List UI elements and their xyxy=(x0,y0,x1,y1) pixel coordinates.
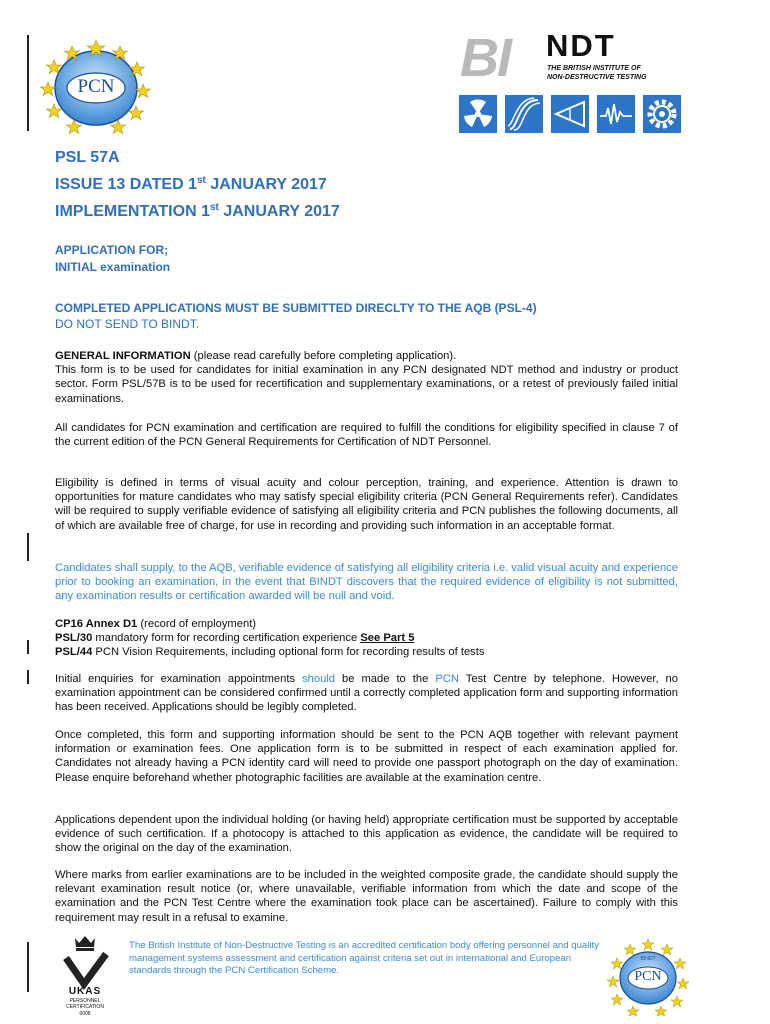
see-part-5-link[interactable]: See Part 5 xyxy=(360,632,415,645)
eligibility-definition-text: Eligibility is defined in terms of visual acuity and colour perception, training, and experience. Attention is drawn to opportunities for mature candidates who may satisfy special eligibility criteria (PCN General Requirements refer). Candidates will be required to supply verifiable evidence of satisfying all eligibility criteria and PCN publishes the following documents, all of which are available free of charge, for use in recording and providing such information in an acceptable format xyxy=(55,477,678,532)
pcn-logo-bottom xyxy=(605,936,691,1016)
pcn-bottom-text: PCN xyxy=(634,969,662,984)
submission-notice-line2: DO NOT SEND TO BINDT. xyxy=(55,317,200,331)
enquiries-pcn: PCN xyxy=(435,673,459,685)
document-item xyxy=(55,631,678,645)
document-item xyxy=(55,617,678,631)
ukas-text: UKAS xyxy=(68,986,102,997)
implementation-title xyxy=(55,202,340,222)
document-item xyxy=(55,645,678,659)
ukas-logo xyxy=(60,934,110,1018)
general-information-heading: GENERAL INFORMATION xyxy=(55,350,191,362)
application-type: INITIAL examination xyxy=(55,260,171,274)
aqb-evidence-paragraph: Candidates shall supply, to the AQB, verifiable evidence of satisfying all eligibility criteria i.e. valid visual acuity and experience prior to booking an examination, in the event that BINDT discovers that the required evidence of eligibility is not submitted, any examination results or certification awarded will be null and void. xyxy=(55,562,678,603)
ukas-sub1: PERSONNEL xyxy=(69,998,101,1004)
enquiries-text-a: Initial enquiries for examination appointments xyxy=(55,673,303,685)
footer-accreditation: The British Institute of Non-Destructive Testing is an accredited certification body offering personnel and quality management systems assessment and certification against criteria set out in international and European standards through the PCN Certification Scheme. xyxy=(129,940,599,976)
ultrasound-icon xyxy=(551,95,589,133)
waveform-icon xyxy=(597,95,635,133)
document-code-cp16: CP16 Annex D1 xyxy=(55,618,138,630)
eligibility-definition-end: . xyxy=(611,519,615,532)
bindt-logo xyxy=(458,30,683,136)
submission-paragraph: Once completed, this form and supporting information should be sent to the PCN AQB together with relevant payment information or examination fees. One application form is to be submitted in respect of each examination applied for. Candidates not already having a PCN identity card will need to provide one passport photograph on the day of examination. Please enquire beforehand whether photographic facilities are available at the examination centre. xyxy=(55,729,678,784)
certification-evidence-paragraph: Applications dependent upon the individual holding (or having held) appropriate certification must be supported by acceptable evidence of such certification. If a photocopy is attached to this application as evidence, the candidate will be required to show the original on the day of the examination. xyxy=(55,814,678,855)
general-information-body: This form is to be used for candidates for initial examination in any PCN designated NDT method and industry or product sector. Form PSL/57B is to be used for recertification and supplementary examinations, or a retest of previously failed initial examinations. xyxy=(55,364,678,405)
document-desc-cp16: (record of employment) xyxy=(137,618,257,630)
ukas-number: 0008 xyxy=(79,1011,91,1017)
implementation-title-sup: st xyxy=(209,202,219,213)
document-desc-psl30: mandatory form for recording certification experience xyxy=(92,632,361,645)
ukas-sub2: CERTIFICATION xyxy=(66,1004,104,1010)
issue-title-sup: st xyxy=(196,175,206,186)
submission-notice-line1: COMPLETED APPLICATIONS MUST BE SUBMITTED DIRECLTY TO THE AQB (PSL-4) xyxy=(55,301,537,315)
earlier-marks-paragraph: Where marks from earlier examinations are to be included in the weighted composite grade, the candidate should supply the relevant examination result notice (or, where unavailable, verifiable information from which the date and scope of the examination and the PCN Test Centre where the examination took place can be ascertained). Failure to comply with this requirement may result in a refusal to examine. xyxy=(55,869,678,924)
document-code xyxy=(55,148,120,168)
application-for-line1: APPLICATION FOR; xyxy=(55,243,169,257)
gear-icon xyxy=(643,95,681,133)
bindt-logo-line1: THE BRITISH INSTITUTE OF xyxy=(547,65,641,72)
document-code-psl44: PSL/44 xyxy=(55,646,93,659)
revision-bar xyxy=(27,640,29,654)
document-code-text: PSL 57A xyxy=(55,149,120,166)
general-information xyxy=(55,349,678,406)
revision-bar xyxy=(27,670,29,684)
general-information-note: (please read carefully before completing application). xyxy=(190,350,457,362)
issue-title xyxy=(55,175,327,195)
eligibility-definition-paragraph xyxy=(55,476,678,533)
enquiries-paragraph xyxy=(55,672,678,715)
issue-title-pre: ISSUE 13 DATED 1 xyxy=(55,176,197,193)
submission-notice xyxy=(55,300,537,332)
bindt-logo-bi: BI xyxy=(460,28,510,88)
implementation-title-pre: IMPLEMENTATION 1 xyxy=(55,203,210,220)
ukas-crown-tick-icon xyxy=(60,934,110,990)
ndt-method-icons xyxy=(458,94,683,134)
magnetic-field-icon xyxy=(505,95,543,133)
bindt-logo-line2: NON-DESTRUCTIVE TESTING xyxy=(547,74,647,81)
revision-bar xyxy=(27,533,29,561)
eligibility-paragraph: All candidates for PCN examination and certification are required to fulfill the conditions for eligibility specified in clause 7 of the current edition of the PCN General Requirements for Certification of NDT Personnel. xyxy=(55,422,678,449)
implementation-title-post: JANUARY 2017 xyxy=(218,203,340,220)
revision-bar xyxy=(27,942,29,992)
application-for xyxy=(55,242,170,276)
enquiries-text-b: be made to the xyxy=(335,673,436,685)
pcn-bottom-bindt: BINDT xyxy=(640,956,656,962)
document-code-psl30: PSL/30 xyxy=(55,632,93,645)
documents-list xyxy=(55,617,678,660)
document-desc-psl44: PCN Vision Requirements, including optional form for recording results of tests xyxy=(92,646,485,659)
revision-bar xyxy=(27,35,29,131)
enquiries-should: should xyxy=(302,673,336,685)
bindt-logo-ndt: NDT xyxy=(546,28,616,63)
enquiries-text-c: Test Centre by telephone. However, no examination appointment can be considered confirmed until a correctly completed application form and supporting information has been received. Applications should be legibly completed. xyxy=(55,673,678,714)
radiation-icon xyxy=(459,95,497,133)
issue-title-post: JANUARY 2017 xyxy=(205,176,327,193)
pcn-logo-text: PCN xyxy=(77,76,115,97)
pcn-logo xyxy=(36,38,156,138)
